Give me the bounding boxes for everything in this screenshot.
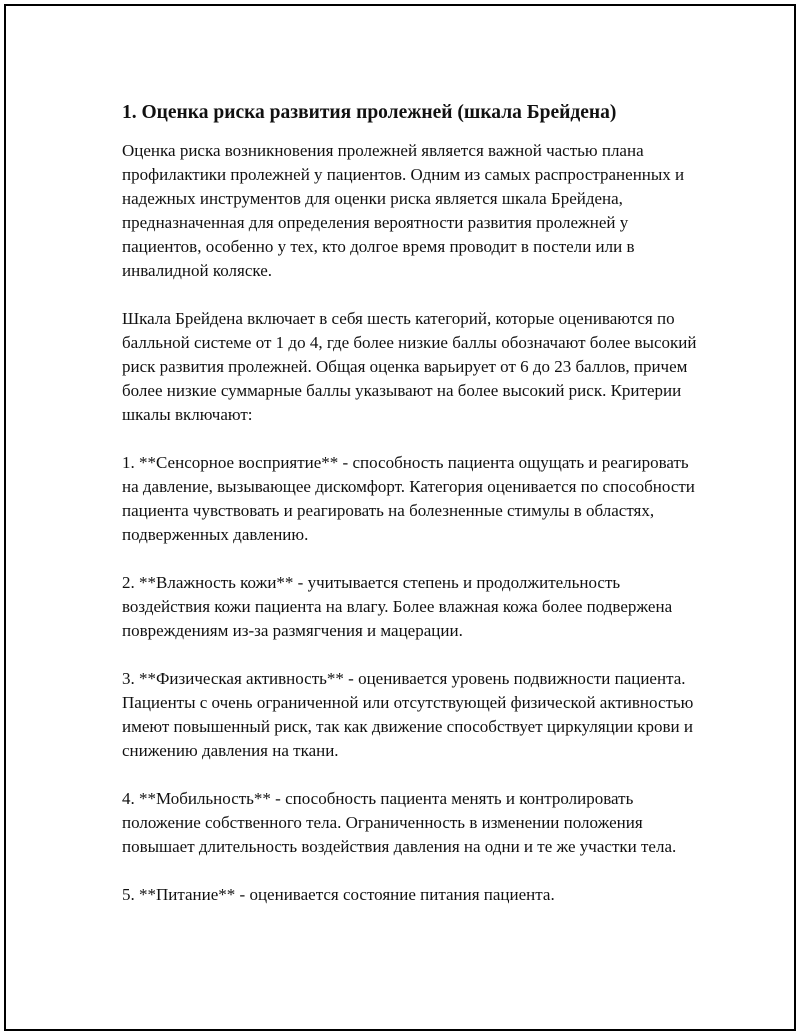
- paragraph-criterion-moisture: 2. **Влажность кожи** - учитывается степень и продолжительность воздействия кожи пациента на влагу. Более влажная кожа более подвержена повреждениям из-за размягчения и мацерации.: [122, 573, 673, 640]
- paragraph-scale-description: Шкала Брейдена включает в себя шесть категорий, которые оцениваются по балльной системе от 1 до 4, где более низкие баллы обозначают более высокий риск развития пролежней. Общая оценка варьирует от 6 до 23 баллов, причем более низкие суммарные баллы указывают на более высокий риск. Критерии шкалы включают:: [122, 309, 697, 424]
- document-body: [122, 101, 702, 931]
- paragraph-intro: Оценка риска возникновения пролежней является важной частью плана профилактики пролежней у пациентов. Одним из самых распространенных и надежных инструментов для оценки риска является шкала Брейдена, предназначенная для определения вероятности развития пролежней у пациентов, особенно у тех, кто долгое время проводит в постели или в инвалидной коляске.: [122, 141, 685, 280]
- document-title: 1. Оценка риска развития пролежней (шкала Брейдена): [122, 102, 617, 123]
- page-frame: [4, 4, 796, 1031]
- paragraph-criterion-nutrition: 5. **Питание** - оценивается состояние питания пациента.: [122, 885, 555, 904]
- paragraph-criterion-sensory: 1. **Сенсорное восприятие** - способность пациента ощущать и реагировать на давление, вызывающее дискомфорт. Категория оценивается по способности пациента чувствовать и реагировать на болезненные стимулы в областях, подверженных давлению.: [122, 453, 695, 544]
- paragraph-criterion-activity: 3. **Физическая активность** - оценивается уровень подвижности пациента. Пациенты с очень ограниченной или отсутствующей физической активностью имеют повышенный риск, так как движение способствует циркуляции крови и снижению давления на ткани.: [122, 669, 694, 760]
- paragraph-criterion-mobility: 4. **Мобильность** - способность пациента менять и контролировать положение собственного тела. Ограниченность в изменении положения повышает длительность воздействия давления на одни и те же участки тела.: [122, 789, 677, 856]
